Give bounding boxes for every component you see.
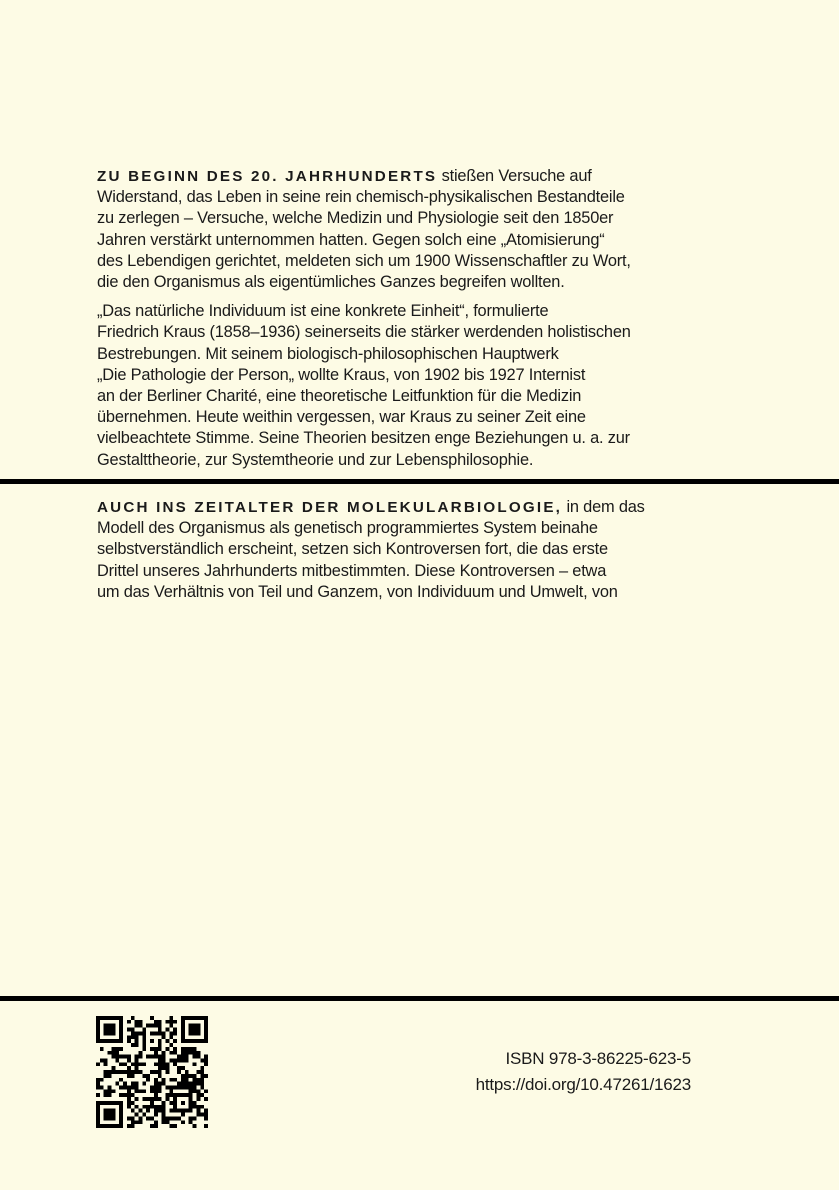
text-line: „Die Pathologie der Person„ wollte Kraus, von 1902 bis 1927 Internist: [97, 365, 586, 384]
text-line: an der Berliner Charité, eine theoretische Leitfunktion für die Medizin: [97, 387, 582, 406]
text-line: Bestrebungen. Mit seinem biologisch-philosophischen Hauptwerk: [97, 344, 559, 363]
text-section-2: [97, 497, 697, 603]
text-line: übernehmen. Heute weithin vergessen, war Kraus zu seiner Zeit eine: [97, 408, 586, 427]
divider-rule: [0, 479, 839, 484]
text-line: des Lebendigen gerichtet, meldeten sich um 1900 Wissenschaftler zu Wort,: [97, 251, 631, 270]
text-line: in dem das: [566, 498, 645, 516]
text-line: Modell des Organismus als genetisch programmiertes System beinahe: [97, 519, 598, 538]
section-lead-1: ZU BEGINN DES 20. JAHRHUNDERTS: [97, 168, 438, 185]
isbn-number: ISBN 978-3-86225-623-5: [505, 1049, 691, 1068]
qr-code-icon: [96, 1016, 208, 1128]
divider-rule: [0, 996, 839, 1001]
doi-link[interactable]: https://doi.org/10.47261/1623: [475, 1075, 691, 1094]
paragraph-1: [97, 166, 697, 293]
text-line: Jahren verstärkt unternommen hatten. Gegen solch eine „Atomisierung“: [97, 230, 605, 249]
text-line: Drittel unseres Jahrhunderts mitbestimmten. Diese Kontroversen – etwa: [97, 561, 607, 580]
text-line: Gestalttheorie, zur Systemtheorie und zur Lebensphilosophie.: [97, 450, 534, 469]
text-section-1: [97, 166, 697, 471]
text-line: vielbeachtete Stimme. Seine Theorien besitzen enge Beziehungen u. a. zur: [97, 429, 630, 448]
text-line: die den Organismus als eigentümliches Ganzes begreifen wollten.: [97, 273, 565, 292]
text-line: selbstverständlich erscheint, setzen sich Kontroversen fort, die das erste: [97, 540, 608, 559]
isbn-block: [476, 1046, 691, 1098]
paragraph-2: [97, 301, 697, 471]
text-line: Friedrich Kraus (1858–1936) seinerseits die stärker werdenden holistischen: [97, 323, 631, 342]
text-line: zu zerlegen – Versuche, welche Medizin und Physiologie seit den 1850er: [97, 209, 614, 228]
text-line: Widerstand, das Leben in seine rein chemisch-physikalischen Bestandteile: [97, 188, 625, 207]
text-line: „Das natürliche Individuum ist eine konkrete Einheit“, formulierte: [97, 302, 549, 321]
text-line: um das Verhältnis von Teil und Ganzem, von Individuum und Umwelt, von: [97, 582, 618, 601]
text-line: stießen Versuche auf: [441, 167, 592, 185]
paragraph-3: [97, 497, 697, 603]
section-lead-2: AUCH INS ZEITALTER DER MOLEKULARBIOLOGIE,: [97, 499, 563, 516]
